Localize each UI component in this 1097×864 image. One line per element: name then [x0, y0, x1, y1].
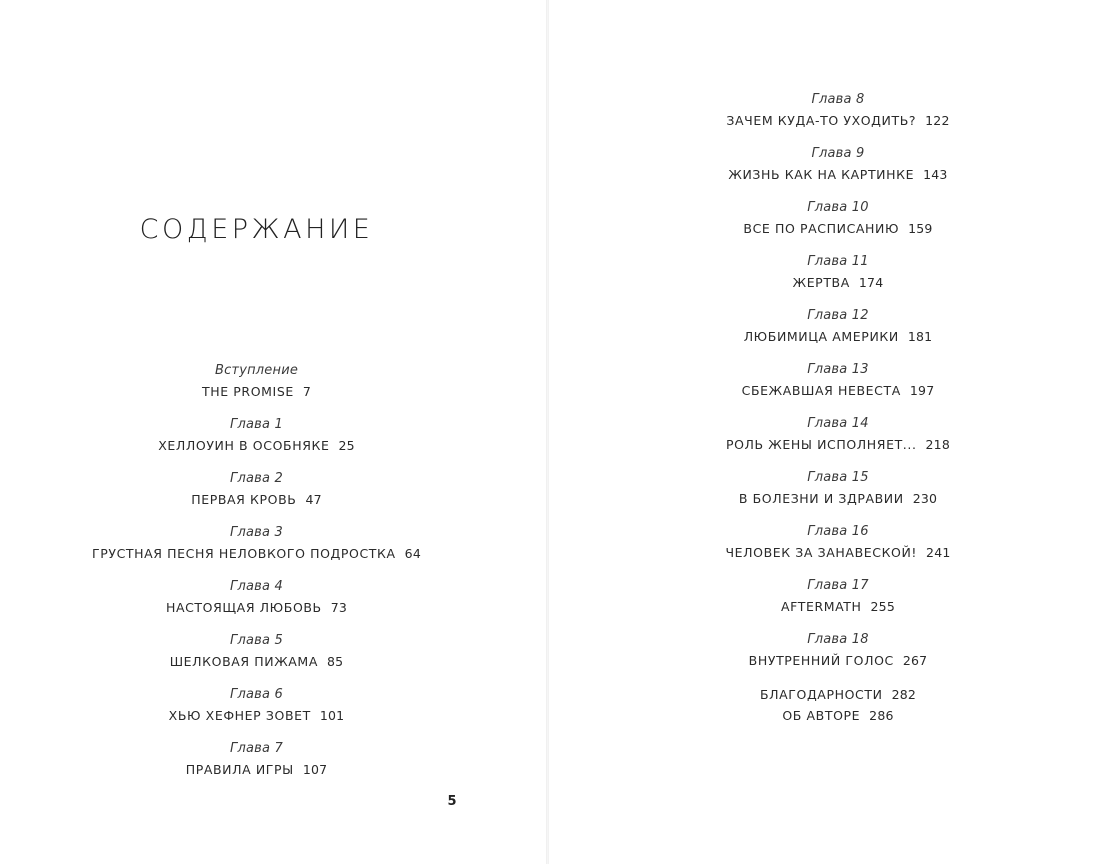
toc-entry[interactable] [619, 414, 1057, 468]
entry-kicker: Глава 8 [811, 92, 865, 107]
toc-entry[interactable] [0, 631, 513, 685]
entry-title: THE PROMISE [201, 384, 294, 399]
entry-page-number: 241 [926, 545, 951, 560]
toc-entry[interactable] [619, 252, 1057, 306]
toc-entry[interactable] [619, 90, 1057, 144]
entry-title: ШЕЛКОВАЯ ПИЖАМА [169, 654, 318, 669]
toc-list-left [0, 361, 513, 793]
toc-entry[interactable] [619, 360, 1057, 414]
entry-page-number: 159 [908, 221, 933, 236]
toc-list-right [619, 90, 1057, 726]
entry-title: ПЕРВАЯ КРОВЬ [191, 492, 297, 507]
entry-kicker: Глава 1 [230, 417, 283, 432]
entry-kicker: Глава 3 [230, 525, 283, 540]
entry-kicker: Глава 18 [807, 632, 869, 647]
entry-page-number: 73 [330, 600, 348, 615]
entry-page-number: 197 [909, 383, 935, 398]
entry-kicker: Глава 10 [807, 200, 869, 215]
entry-page-number: 85 [326, 654, 344, 669]
entry-title: ОБ АВТОРЕ [782, 708, 861, 723]
entry-title: AFTERMATH [780, 599, 862, 614]
entry-kicker: Глава 11 [807, 254, 869, 269]
toc-entry[interactable] [0, 469, 513, 523]
entry-title: СБЕЖАВШАЯ НЕВЕСТА [741, 383, 901, 398]
entry-page-number: 143 [923, 167, 948, 182]
entry-page-number: 107 [302, 762, 328, 777]
entry-page-number: 174 [858, 275, 884, 290]
entry-kicker: Глава 12 [807, 308, 869, 323]
toc-entry[interactable] [0, 685, 513, 739]
entry-title: В БОЛЕЗНИ И ЗДРАВИИ [738, 491, 904, 506]
entry-kicker: Глава 13 [807, 362, 869, 377]
entry-page-number: 7 [302, 384, 312, 399]
entry-page-number: 267 [902, 653, 928, 668]
entry-kicker: Вступление [214, 363, 299, 378]
entry-title: ЧЕЛОВЕК ЗА ЗАНАВЕСКОЙ! [725, 545, 918, 560]
toc-entry-about-author[interactable] [619, 705, 1057, 726]
entry-kicker: Глава 2 [230, 471, 283, 486]
entry-title: ВНУТРЕННИЙ ГОЛОС [748, 653, 894, 668]
entry-page-number: 230 [912, 491, 938, 506]
toc-entry[interactable] [619, 306, 1057, 360]
toc-entry[interactable] [619, 522, 1057, 576]
entry-kicker: Глава 17 [807, 578, 869, 593]
contents-heading: СОДЕРЖАНИЕ [139, 214, 374, 245]
entry-page-number: 101 [319, 708, 345, 723]
toc-entry[interactable] [0, 577, 513, 631]
left-page [0, 0, 546, 864]
toc-entry[interactable] [619, 630, 1057, 684]
entry-title: ХЕЛЛОУИН В ОСОБНЯКЕ [158, 438, 330, 453]
entry-kicker: Глава 9 [811, 146, 865, 161]
toc-entry[interactable] [619, 144, 1057, 198]
entry-page-number: 282 [891, 687, 917, 702]
entry-title: ГРУСТНАЯ ПЕСНЯ НЕЛОВКОГО ПОДРОСТКА [92, 546, 396, 561]
entry-title: ВСЕ ПО РАСПИСАНИЮ [743, 221, 900, 236]
entry-title: ЗАЧЕМ КУДА-ТО УХОДИТЬ? [726, 113, 917, 128]
toc-entry[interactable] [619, 576, 1057, 630]
entry-title: НАСТОЯЩАЯ ЛЮБОВЬ [165, 600, 322, 615]
entry-page-number: 122 [925, 113, 950, 128]
entry-title: РОЛЬ ЖЕНЫ ИСПОЛНЯЕТ... [725, 437, 917, 452]
entry-kicker: Глава 4 [230, 579, 283, 594]
entry-kicker: Глава 7 [230, 741, 283, 756]
toc-entry[interactable] [619, 468, 1057, 522]
page-number-folio: 5 [447, 794, 457, 809]
entry-page-number: 64 [404, 546, 421, 561]
entry-title: ХЬЮ ХЕФНЕР ЗОВЕТ [168, 708, 311, 723]
entry-title: БЛАГОДАРНОСТИ [759, 687, 883, 702]
entry-kicker: Глава 5 [230, 633, 283, 648]
toc-entry[interactable] [0, 415, 513, 469]
toc-entry[interactable] [0, 361, 513, 415]
entry-title: ЛЮБИМИЦА АМЕРИКИ [743, 329, 899, 344]
entry-title: ЖИЗНЬ КАК НА КАРТИНКЕ [728, 167, 915, 182]
toc-entry[interactable] [0, 523, 513, 577]
right-page [549, 0, 1097, 864]
entry-page-number: 286 [869, 708, 894, 723]
entry-title: ЖЕРТВА [792, 275, 850, 290]
entry-page-number: 25 [338, 438, 355, 453]
entry-kicker: Глава 14 [807, 416, 869, 431]
entry-page-number: 218 [925, 437, 950, 452]
entry-page-number: 47 [305, 492, 322, 507]
entry-kicker: Глава 16 [807, 524, 869, 539]
entry-page-number: 181 [907, 329, 933, 344]
entry-title: ПРАВИЛА ИГРЫ [185, 762, 294, 777]
entry-page-number: 255 [870, 599, 895, 614]
toc-entry[interactable] [0, 739, 513, 793]
entry-kicker: Глава 6 [230, 687, 283, 702]
entry-kicker: Глава 15 [807, 470, 869, 485]
toc-entry-acknowledgements[interactable] [619, 684, 1057, 705]
toc-entry[interactable] [619, 198, 1057, 252]
